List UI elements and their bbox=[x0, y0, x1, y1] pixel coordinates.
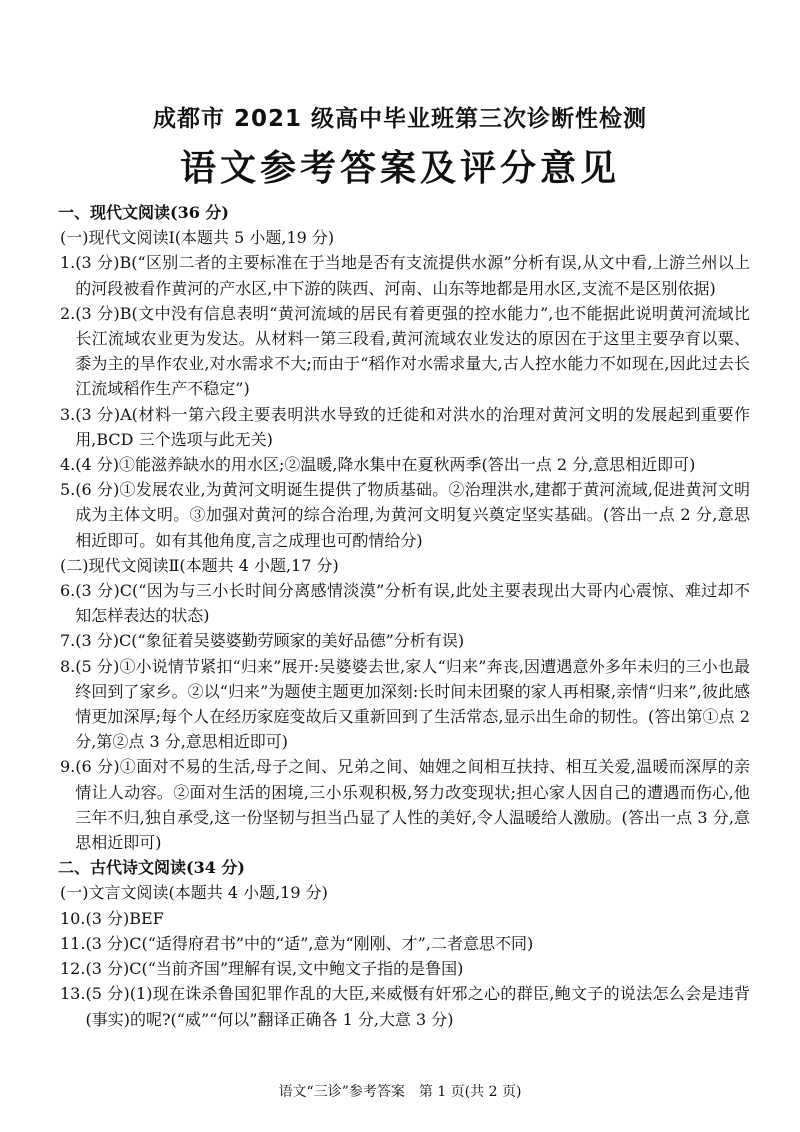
item-text: (5 分)①小说情节紧扣“归来”展开:吴婆婆去世,家人“归来”奔丧,因遭遇意外多年未归的三小也最终回到了家乡。②以“归来”为题使主题更加深刻:长时间未团聚的家人再相聚,亲情“归来”,彼此感情更加深厚;每个人在经历家庭变故后又重新回到了生活常态,显示出生命的韧性。(答出第①点 2 分,第②点 3 分,意思相近即可) bbox=[75, 656, 750, 752]
item-text: (3 分)C(“当前齐国”理解有误,文中鲍文子指的是鲁国) bbox=[85, 959, 464, 979]
page-footer: 语文“三诊”参考答案 第 1 页(共 2 页) bbox=[278, 1084, 522, 1100]
item-number: 6. bbox=[60, 581, 76, 601]
subsection-heading: (二)现代文阅读Ⅱ(本题共 4 小题,17 分) bbox=[60, 555, 339, 575]
item-number: 7. bbox=[60, 631, 76, 651]
item-number: 9. bbox=[60, 757, 76, 777]
answer-item-7 bbox=[60, 628, 750, 653]
exam-title: 成都市 2021 级高中毕业班第三次诊断性检测 bbox=[152, 106, 648, 132]
answer-item-2 bbox=[60, 301, 750, 402]
answer-item-3 bbox=[60, 402, 750, 452]
answer-content bbox=[60, 200, 750, 1032]
section-heading: 二、古代诗文阅读(34 分) bbox=[58, 858, 245, 878]
item-number: 13. bbox=[60, 984, 86, 1004]
item-text: (6 分)①面对不易的生活,母子之间、兄弟之间、妯娌之间相互扶持、相互关爱,温暖而深厚的亲情让人动容。②面对生活的困境,三小乐观积极,努力改变现状;担心家人因自己的遭遇而伤心,他三年不归,独自承受,这一份坚韧与担当凸显了人性的美好,令人温暖给人激励。(答出一点 3 分,意思相近即可) bbox=[75, 757, 750, 853]
item-text: (3 分)B(文中没有信息表明“黄河流域的居民有着更强的控水能力”,也不能据此说明黄河流域比长江流域农业更为发达。从材料一第三段看,黄河流域农业发达的原因在于这里主要孕育以粟、黍为主的旱作农业,对水需求不大;而由于“稻作对水需求量大,古人控水能力不如现在,因此过去长江流域稻作生产不稳定”) bbox=[75, 303, 750, 399]
subsection-heading: (一)文言文阅读(本题共 4 小题,19 分) bbox=[60, 883, 328, 903]
item-number: 4. bbox=[60, 455, 76, 475]
answer-item-12 bbox=[60, 956, 750, 981]
answer-item-1 bbox=[60, 250, 750, 300]
document-title: 语文参考答案及评分意见 bbox=[179, 148, 620, 189]
subsection-heading: (一)现代文阅读Ⅰ(本题共 5 小题,19 分) bbox=[60, 228, 335, 248]
item-text: (3 分)B(“区别二者的主要标准在于当地是否有支流提供水源”分析有误,从文中看,上游兰州以上的河段被看作黄河的产水区,中下游的陕西、河南、山东等地都是用水区,支流不是区别依据) bbox=[75, 253, 750, 298]
item-number: 3. bbox=[60, 404, 76, 424]
answer-item-10 bbox=[60, 906, 750, 931]
item-text: (6 分)①发展农业,为黄河文明诞生提供了物质基础。②治理洪水,建都于黄河流域,促进黄河文明成为主体文明。③加强对黄河的综合治理,为黄河文明复兴奠定坚实基础。(答出一点 2 分,意思相近即可。如有其他角度,言之成理也可酌情给分) bbox=[75, 480, 750, 550]
answer-item-8 bbox=[60, 654, 750, 755]
answer-item-11 bbox=[60, 931, 750, 956]
answer-item-6 bbox=[60, 578, 750, 628]
item-number: 10. bbox=[60, 908, 86, 928]
item-number: 8. bbox=[60, 656, 76, 676]
item-number: 11. bbox=[60, 933, 86, 953]
item-text: (3 分)C(“适得府君书”中的“适”,意为“刚刚、才”,二者意思不同) bbox=[85, 933, 534, 953]
item-text: (3 分)A(材料一第六段主要表明洪水导致的迁徙和对洪水的治理对黄河文明的发展起到重要作用,BCD 三个选项与此无关) bbox=[75, 404, 750, 449]
item-text: (3 分)C(“象征着吴婆婆勤劳顾家的美好品德”分析有误) bbox=[75, 631, 465, 651]
answer-item-13 bbox=[60, 981, 750, 1031]
item-text: (5 分)(1)现在诛杀鲁国犯罪作乱的大臣,来威慑有奸邪之心的群臣,鲍文子的说法怎么会是违背(事实)的呢?(“威”“何以”翻译正确各 1 分,大意 3 分) bbox=[85, 984, 750, 1029]
answer-item-5 bbox=[60, 477, 750, 553]
answer-item-9 bbox=[60, 754, 750, 855]
item-number: 1. bbox=[60, 253, 76, 273]
item-number: 2. bbox=[60, 303, 76, 323]
answer-item-4 bbox=[60, 452, 750, 477]
section-heading: 一、现代文阅读(36 分) bbox=[58, 203, 229, 222]
item-number: 12. bbox=[60, 959, 86, 979]
item-text: (3 分)BEF bbox=[85, 908, 164, 928]
item-text: (3 分)C(“因为与三小长时间分离感情淡漠”分析有误,此处主要表现出大哥内心震惊、难过却不知怎样表达的状态) bbox=[75, 581, 750, 626]
item-number: 5. bbox=[60, 480, 76, 500]
item-text: (4 分)①能滋养缺水的用水区;②温暖,降水集中在夏秋两季(答出一点 2 分,意思相近即可) bbox=[75, 455, 696, 475]
